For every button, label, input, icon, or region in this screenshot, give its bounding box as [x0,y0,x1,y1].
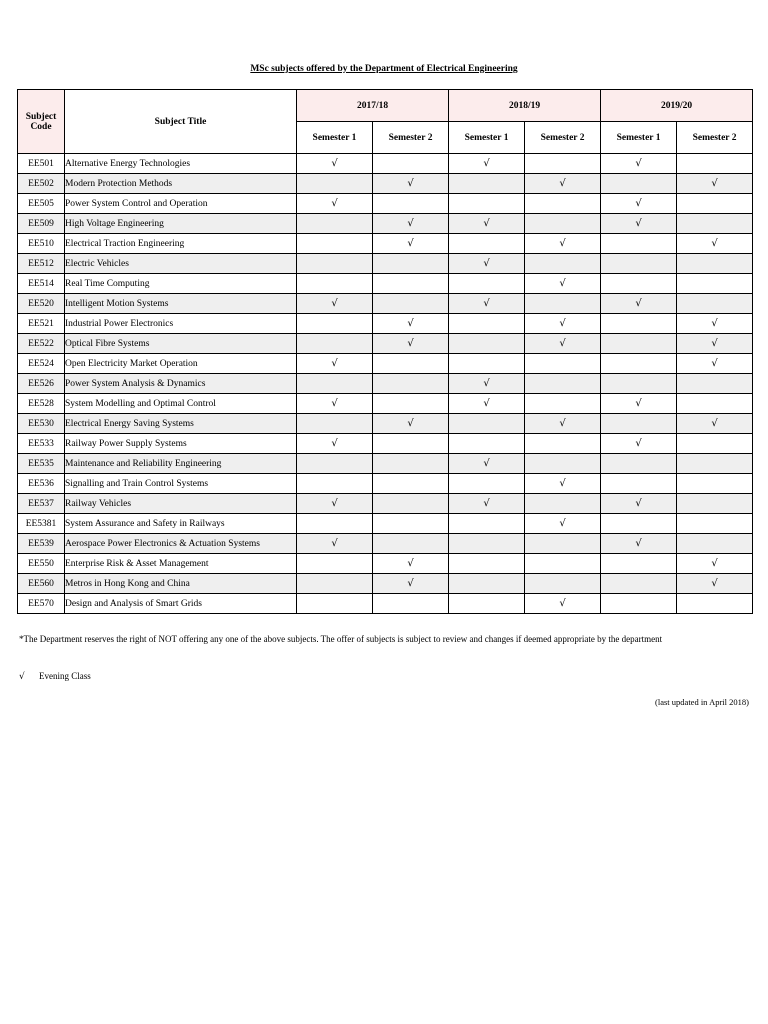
offering-cell [449,494,525,514]
header-semester: Semester 2 [373,122,449,154]
subject-code: EE533 [18,434,65,454]
offering-cell [525,274,601,294]
offering-cell [601,594,677,614]
subject-title: Power System Control and Operation [65,194,297,214]
offering-cell [297,194,373,214]
offering-cell [677,534,753,554]
check-mark-icon: √ [407,218,414,229]
subject-code: EE535 [18,454,65,474]
subject-code: EE560 [18,574,65,594]
subject-title: Open Electricity Market Operation [65,354,297,374]
offering-cell [297,374,373,394]
subject-code: EE520 [18,294,65,314]
check-mark-icon: √ [635,538,642,549]
offering-cell [601,234,677,254]
offering-cell [525,574,601,594]
offering-cell [373,174,449,194]
check-mark-icon: √ [483,498,490,509]
check-mark-icon: √ [559,598,566,609]
offering-cell [601,474,677,494]
offering-cell [601,194,677,214]
offering-cell [373,494,449,514]
offering-cell [449,254,525,274]
subject-title: Design and Analysis of Smart Grids [65,594,297,614]
check-mark-icon: √ [635,298,642,309]
offering-cell [677,594,753,614]
offering-cell [677,554,753,574]
table-row [18,194,753,214]
table-row [18,254,753,274]
offering-cell [525,494,601,514]
offering-cell [373,214,449,234]
header-semester: Semester 2 [525,122,601,154]
header-year: 2019/20 [601,90,753,122]
disclaimer-note: *The Department reserves the right of NOT offering any one of the above subjects. The offer of subjects is subject to review and changes if deemed appropriate by the department [19,634,663,644]
subject-title: Intelligent Motion Systems [65,294,297,314]
offering-cell [297,514,373,534]
offering-cell [449,474,525,494]
offering-cell [373,154,449,174]
offering-cell [449,514,525,534]
offering-cell [373,314,449,334]
subject-title: Optical Fibre Systems [65,334,297,354]
offering-cell [601,454,677,474]
subject-title: Railway Vehicles [65,494,297,514]
offering-cell [449,394,525,414]
offering-cell [373,434,449,454]
offering-cell [677,374,753,394]
subject-code: EE510 [18,234,65,254]
subject-title: Real Time Computing [65,274,297,294]
offering-cell [297,354,373,374]
subject-code: EE509 [18,214,65,234]
offering-cell [373,594,449,614]
header-semester: Semester 1 [449,122,525,154]
subject-code: EE524 [18,354,65,374]
offering-cell [449,234,525,254]
offering-cell [373,194,449,214]
offering-cell [449,534,525,554]
subject-code: EE512 [18,254,65,274]
table-row [18,314,753,334]
offering-cell [677,334,753,354]
subject-title: Aerospace Power Electronics & Actuation Systems [65,534,297,554]
offering-cell [297,454,373,474]
offering-cell [677,314,753,334]
offering-cell [373,234,449,254]
table-row [18,514,753,534]
check-mark-icon: √ [711,578,718,589]
offering-cell [373,374,449,394]
check-mark-icon: √ [711,318,718,329]
subject-code: EE528 [18,394,65,414]
table-row [18,214,753,234]
offering-cell [297,494,373,514]
header-year: 2018/19 [449,90,601,122]
check-mark-icon: √ [711,238,718,249]
check-mark-icon: √ [483,398,490,409]
header-semester: Semester 1 [297,122,373,154]
legend [19,671,91,682]
table-row [18,394,753,414]
subject-title: Modern Protection Methods [65,174,297,194]
check-mark-icon: √ [483,458,490,469]
offering-cell [601,494,677,514]
subject-title: Electrical Energy Saving Systems [65,414,297,434]
offering-cell [677,494,753,514]
offering-cell [525,594,601,614]
check-mark-icon: √ [331,438,338,449]
offering-cell [601,254,677,274]
offering-cell [525,354,601,374]
subject-title: Signalling and Train Control Systems [65,474,297,494]
table-row [18,454,753,474]
check-mark-icon: √ [19,672,25,682]
offering-cell [677,574,753,594]
check-mark-icon: √ [559,318,566,329]
header-semester: Semester 1 [601,122,677,154]
subject-title: Electric Vehicles [65,254,297,274]
offering-cell [677,154,753,174]
offering-cell [297,174,373,194]
offering-cell [449,354,525,374]
offering-cell [525,194,601,214]
subject-code: EE521 [18,314,65,334]
check-mark-icon: √ [559,278,566,289]
offering-cell [601,274,677,294]
subject-code: EE570 [18,594,65,614]
table-row [18,234,753,254]
legend-label: Evening Class [39,671,91,681]
subject-code: EE536 [18,474,65,494]
header-subject-title: Subject Title [65,90,297,154]
offering-cell [297,274,373,294]
check-mark-icon: √ [711,178,718,189]
table-row [18,474,753,494]
subject-title: Alternative Energy Technologies [65,154,297,174]
table-row [18,414,753,434]
offering-cell [449,374,525,394]
offering-cell [525,414,601,434]
offering-cell [449,594,525,614]
offering-cell [297,574,373,594]
subject-code: EE522 [18,334,65,354]
offering-cell [525,474,601,494]
offering-cell [373,534,449,554]
check-mark-icon: √ [635,438,642,449]
check-mark-icon: √ [711,358,718,369]
offering-cell [677,174,753,194]
check-mark-icon: √ [407,578,414,589]
offering-cell [297,314,373,334]
offering-cell [297,414,373,434]
check-mark-icon: √ [559,178,566,189]
offering-cell [601,214,677,234]
offering-cell [525,234,601,254]
offering-cell [373,514,449,534]
offering-cell [297,434,373,454]
check-mark-icon: √ [407,338,414,349]
offering-cell [449,154,525,174]
offering-cell [525,534,601,554]
table-row [18,494,753,514]
subject-title: Electrical Traction Engineering [65,234,297,254]
offering-cell [601,574,677,594]
check-mark-icon: √ [711,338,718,349]
offering-cell [601,154,677,174]
offering-cell [373,294,449,314]
subject-code: EE505 [18,194,65,214]
offering-cell [449,274,525,294]
offering-cell [449,334,525,354]
header-year: 2017/18 [297,90,449,122]
subject-code: EE501 [18,154,65,174]
last-updated: (last updated in April 2018) [655,697,749,707]
check-mark-icon: √ [483,218,490,229]
check-mark-icon: √ [559,518,566,529]
check-mark-icon: √ [635,398,642,409]
subject-code: EE526 [18,374,65,394]
offering-cell [601,534,677,554]
offering-cell [601,554,677,574]
subject-title: Maintenance and Reliability Engineering [65,454,297,474]
offering-cell [297,554,373,574]
offering-cell [373,414,449,434]
check-mark-icon: √ [483,298,490,309]
check-mark-icon: √ [331,498,338,509]
subject-code: EE539 [18,534,65,554]
offering-cell [297,474,373,494]
subject-title: Power System Analysis & Dynamics [65,374,297,394]
offering-cell [677,474,753,494]
header-subject-code: Subject Code [18,90,65,154]
offering-cell [525,294,601,314]
table-row [18,294,753,314]
offering-cell [525,554,601,574]
offering-cell [373,274,449,294]
check-mark-icon: √ [483,378,490,389]
offering-cell [297,254,373,274]
subject-title: System Modelling and Optimal Control [65,394,297,414]
offering-cell [525,174,601,194]
offering-cell [449,434,525,454]
offering-cell [525,394,601,414]
offering-cell [525,434,601,454]
subject-rows [18,154,753,614]
offering-cell [449,194,525,214]
offering-cell [525,254,601,274]
offering-cell [297,394,373,414]
offering-cell [525,514,601,534]
check-mark-icon: √ [635,498,642,509]
offering-cell [677,454,753,474]
offering-cell [677,294,753,314]
check-mark-icon: √ [711,558,718,569]
offering-cell [373,254,449,274]
offering-cell [373,354,449,374]
check-mark-icon: √ [331,538,338,549]
offering-cell [677,274,753,294]
subjects-table [17,89,753,614]
offering-cell [677,434,753,454]
offering-cell [601,414,677,434]
check-mark-icon: √ [559,418,566,429]
check-mark-icon: √ [331,358,338,369]
check-mark-icon: √ [559,478,566,489]
table-row [18,434,753,454]
offering-cell [525,154,601,174]
subject-title: Industrial Power Electronics [65,314,297,334]
offering-cell [449,294,525,314]
subject-code: EE537 [18,494,65,514]
offering-cell [373,474,449,494]
offering-cell [601,434,677,454]
check-mark-icon: √ [711,418,718,429]
offering-cell [677,254,753,274]
header-semester: Semester 2 [677,122,753,154]
offering-cell [449,414,525,434]
check-mark-icon: √ [407,178,414,189]
table-row [18,534,753,554]
offering-cell [373,574,449,594]
offering-cell [525,334,601,354]
offering-cell [677,194,753,214]
offering-cell [601,314,677,334]
offering-cell [601,514,677,534]
offering-cell [449,314,525,334]
offering-cell [525,374,601,394]
offering-cell [677,514,753,534]
page-title: MSc subjects offered by the Department of Electrical Engineering [250,64,518,74]
offering-cell [525,454,601,474]
check-mark-icon: √ [407,318,414,329]
check-mark-icon: √ [407,418,414,429]
table-row [18,154,753,174]
table-row [18,574,753,594]
offering-cell [601,394,677,414]
offering-cell [449,574,525,594]
offering-cell [373,394,449,414]
table-row [18,334,753,354]
check-mark-icon: √ [407,238,414,249]
subject-title: Enterprise Risk & Asset Management [65,554,297,574]
subject-title: System Assurance and Safety in Railways [65,514,297,534]
offering-cell [373,334,449,354]
offering-cell [677,394,753,414]
offering-cell [297,594,373,614]
check-mark-icon: √ [331,298,338,309]
subject-code: EE502 [18,174,65,194]
check-mark-icon: √ [331,198,338,209]
offering-cell [297,534,373,554]
table-row [18,174,753,194]
subject-title: Metros in Hong Kong and China [65,574,297,594]
subject-title: Railway Power Supply Systems [65,434,297,454]
offering-cell [373,554,449,574]
check-mark-icon: √ [559,338,566,349]
subject-code: EE5381 [18,514,65,534]
check-mark-icon: √ [559,238,566,249]
check-mark-icon: √ [407,558,414,569]
offering-cell [297,154,373,174]
subject-code: EE514 [18,274,65,294]
table-row [18,374,753,394]
offering-cell [601,374,677,394]
offering-cell [449,554,525,574]
offering-cell [677,214,753,234]
table-row [18,274,753,294]
offering-cell [601,174,677,194]
offering-cell [449,174,525,194]
check-mark-icon: √ [483,258,490,269]
table-row [18,554,753,574]
check-mark-icon: √ [635,158,642,169]
check-mark-icon: √ [483,158,490,169]
offering-cell [525,214,601,234]
subject-code: EE550 [18,554,65,574]
check-mark-icon: √ [635,218,642,229]
check-mark-icon: √ [635,198,642,209]
offering-cell [297,214,373,234]
offering-cell [601,354,677,374]
offering-cell [601,334,677,354]
offering-cell [677,414,753,434]
offering-cell [297,294,373,314]
offering-cell [297,334,373,354]
table-row [18,354,753,374]
table-row [18,594,753,614]
offering-cell [677,234,753,254]
offering-cell [525,314,601,334]
offering-cell [449,454,525,474]
check-mark-icon: √ [331,158,338,169]
check-mark-icon: √ [331,398,338,409]
offering-cell [373,454,449,474]
offering-cell [601,294,677,314]
subject-code: EE530 [18,414,65,434]
offering-cell [677,354,753,374]
offering-cell [297,234,373,254]
subject-title: High Voltage Engineering [65,214,297,234]
offering-cell [449,214,525,234]
